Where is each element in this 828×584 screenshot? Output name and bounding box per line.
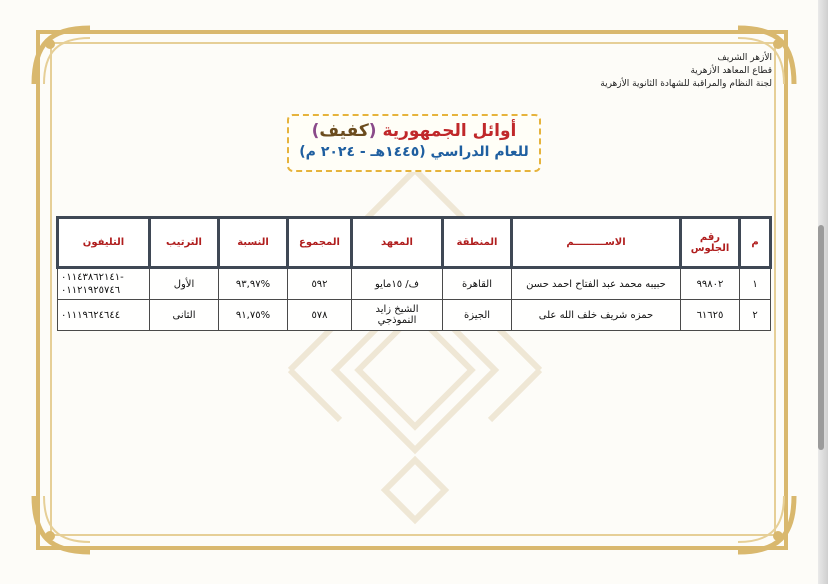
cell-rank: الثانى [150, 300, 219, 331]
column-header-total: المجموع [288, 218, 352, 268]
column-header-rank: الترتيب [150, 218, 219, 268]
column-header-institute: المعهد [352, 218, 443, 268]
cell-m: ٢ [740, 300, 771, 331]
title-box [287, 114, 541, 172]
column-header-region: المنطقة [443, 218, 512, 268]
page-title [289, 121, 539, 141]
cell-rank: الأول [150, 268, 219, 300]
column-header-m: م [740, 218, 771, 268]
cell-region: القاهرة [443, 268, 512, 300]
page-subtitle: للعام الدراسي (١٤٤٥هـ - ٢٠٢٤ م) [299, 144, 529, 160]
cell-name: حبيبه محمد عبد الفتاح احمد حسن [512, 268, 681, 300]
title-category: كفيف [319, 121, 369, 141]
cell-total: ٥٩٢ [288, 268, 352, 300]
corner-ornament-top-left [30, 24, 94, 88]
cell-percent: %٩٣,٩٧ [219, 268, 288, 300]
column-header-percent: النسبة [219, 218, 288, 268]
cell-phone [58, 300, 150, 331]
cell-region: الجيزة [443, 300, 512, 331]
vertical-scrollbar[interactable] [818, 225, 824, 450]
cell-percent: %٩١,٧٥ [219, 300, 288, 331]
cell-seat: ٦١٦٢٥ [681, 300, 740, 331]
table-header-row [58, 218, 771, 268]
phone-number: ٠١١٢١٩٢٥٧٤٦ [61, 285, 121, 296]
phone-number: ٠١١٤٣٨٦٢١٤١- [61, 272, 124, 283]
cell-m: ١ [740, 268, 771, 300]
phone-number: ٠١١١٩٦٢٤٦٤٤ [61, 309, 121, 321]
cell-institute: ف/ ١٥مايو [352, 268, 443, 300]
results-table [56, 216, 772, 331]
cell-name: حمزه شريف خلف الله على [512, 300, 681, 331]
corner-ornament-bottom-left [30, 492, 94, 556]
header-line-azhar: الأزهر الشريف [717, 53, 772, 63]
cell-total: ٥٧٨ [288, 300, 352, 331]
cell-institute: الشيخ زايد النموذجي [352, 300, 443, 331]
table-row [58, 268, 771, 300]
table-row [58, 300, 771, 331]
cell-seat: ٩٩٨٠٢ [681, 268, 740, 300]
title-bracket-open: ( [368, 121, 377, 141]
header-line-committee: لجنة النظام والمراقبة للشهادة الثانوية الأزهرية [600, 79, 772, 89]
column-header-phone: التليفون [58, 218, 150, 268]
header-line-sector: قطاع المعاهد الأزهرية [690, 66, 772, 76]
column-header-name: الاســـــــــم [512, 218, 681, 268]
corner-ornament-bottom-right [734, 492, 798, 556]
institution-header [512, 52, 772, 91]
column-header-seat: رقم الجلوس [681, 218, 740, 268]
title-main: أوائل الجمهورية [382, 121, 517, 141]
title-bracket-close: ) [311, 121, 320, 141]
cell-phone [58, 268, 150, 300]
